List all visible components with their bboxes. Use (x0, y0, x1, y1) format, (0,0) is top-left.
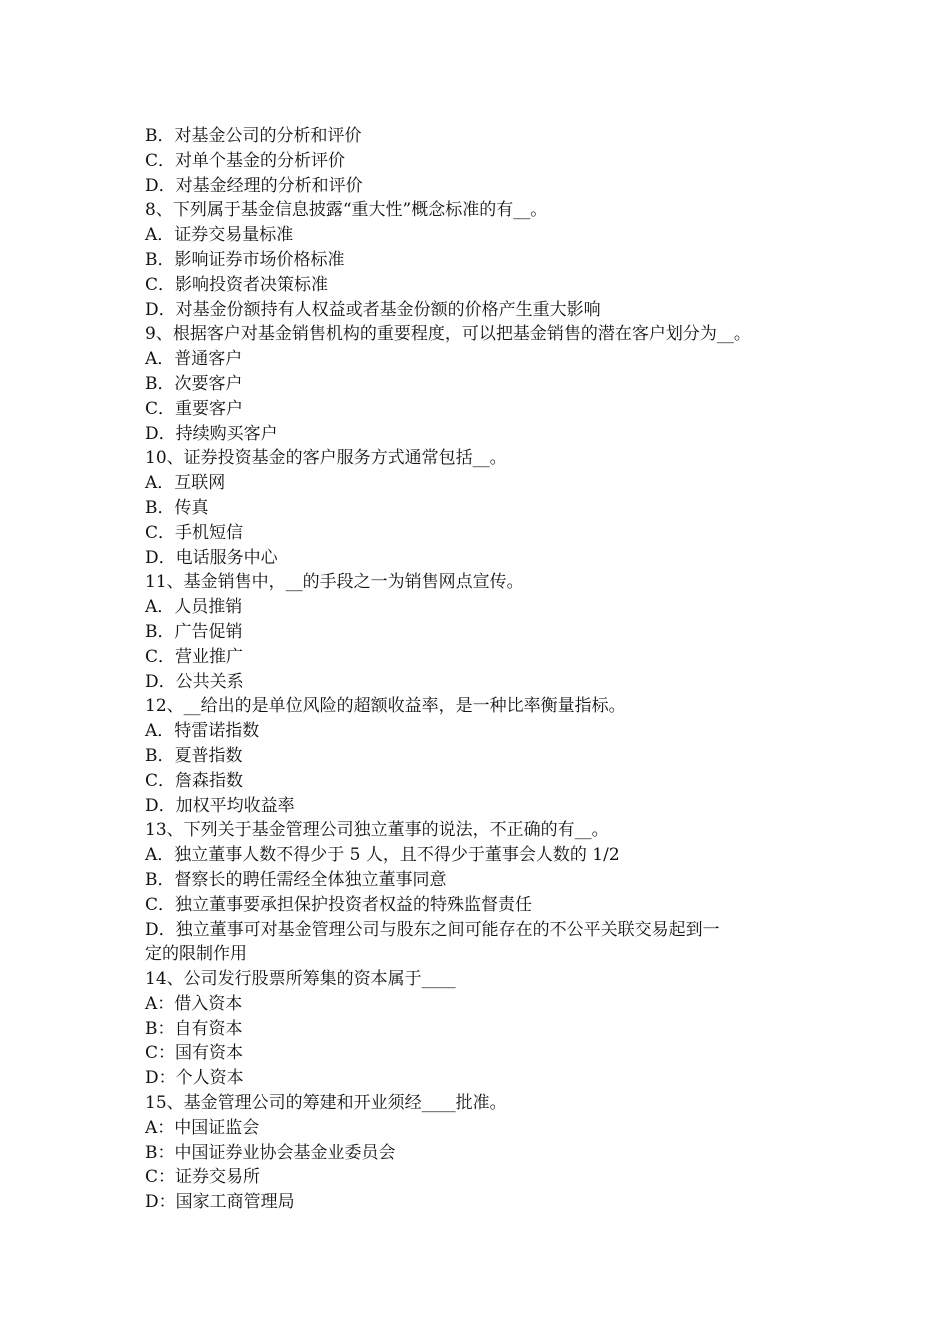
question-15: 15、基金管理公司的筹建和开业须经____批准。 (145, 1093, 507, 1114)
question-list (145, 124, 825, 1215)
question-11: 11、基金销售中，__的手段之一为销售网点宣传。 (145, 572, 524, 593)
question-9-option-a: A．普通客户 (145, 349, 243, 370)
question-14-option-d: D：个人资本 (145, 1068, 244, 1089)
question-8-option-b: B．影响证券市场价格标准 (145, 249, 345, 270)
question-13-option-d-continued: 定的限制作用 (145, 944, 247, 965)
question-12-option-a: A．特雷诺指数 (145, 721, 260, 742)
question-10: 10、证券投资基金的客户服务方式通常包括__。 (145, 448, 507, 469)
question-13-option-c: C．独立董事要承担保护投资者权益的特殊监督责任 (145, 894, 533, 915)
question-13: 13、下列关于基金管理公司独立董事的说法，不正确的有__。 (145, 820, 609, 841)
question-9-option-d: D．持续购买客户 (145, 423, 278, 444)
question-8: 8、下列属于基金信息披露“重大性”概念标准的有__。 (145, 200, 548, 221)
question-14-option-c: C：国有资本 (145, 1043, 244, 1064)
question-14-option-a: A：借入资本 (145, 993, 243, 1014)
question-15-option-b: B：中国证券业协会基金业委员会 (145, 1142, 396, 1163)
option-d-line: D．对基金经理的分析和评价 (145, 175, 363, 196)
question-11-option-b: B．广告促销 (145, 621, 243, 642)
question-12: 12、__给出的是单位风险的超额收益率，是一种比率衡量指标。 (145, 696, 626, 717)
option-b-line: B．对基金公司的分析和评价 (145, 126, 362, 146)
question-13-option-a: A．独立董事人数不得少于 5 人，且不得少于董事会人数的 1/2 (145, 845, 620, 866)
question-13-option-b: B．督察长的聘任需经全体独立董事同意 (145, 869, 447, 890)
option-c-line: C．对单个基金的分析评价 (145, 150, 346, 171)
question-10-option-c: C．手机短信 (145, 522, 244, 543)
question-11-option-a: A．人员推销 (145, 597, 243, 618)
question-15-option-d: D：国家工商管理局 (145, 1192, 295, 1213)
question-9-option-b: B．次要客户 (145, 373, 243, 394)
question-9: 9、根据客户对基金销售机构的重要程度，可以把基金销售的潜在客户划分为__。 (145, 324, 751, 345)
question-8-option-c: C．影响投资者决策标准 (145, 274, 329, 295)
question-15-option-c: C：证券交易所 (145, 1167, 261, 1188)
question-14: 14、公司发行股票所筹集的资本属于____ (145, 969, 456, 990)
question-12-option-c: C．詹森指数 (145, 770, 244, 791)
question-8-option-a: A．证券交易量标准 (145, 225, 294, 246)
question-10-option-d: D．电话服务中心 (145, 547, 278, 568)
question-10-option-b: B．传真 (145, 497, 209, 518)
question-11-option-d: D．公共关系 (145, 671, 244, 692)
question-12-option-d: D．加权平均收益率 (145, 795, 295, 816)
question-15-option-a: A：中国证监会 (145, 1117, 260, 1138)
question-9-option-c: C．重要客户 (145, 398, 244, 419)
question-12-option-b: B．夏普指数 (145, 745, 243, 766)
question-14-option-b: B：自有资本 (145, 1018, 243, 1039)
question-13-option-d: D．独立董事可对基金管理公司与股东之间可能存在的不公平关联交易起到一 (145, 919, 720, 940)
question-10-option-a: A．互联网 (145, 473, 226, 494)
question-11-option-c: C．营业推广 (145, 646, 244, 667)
question-8-option-d: D．对基金份额持有人权益或者基金份额的价格产生重大影响 (145, 299, 601, 320)
